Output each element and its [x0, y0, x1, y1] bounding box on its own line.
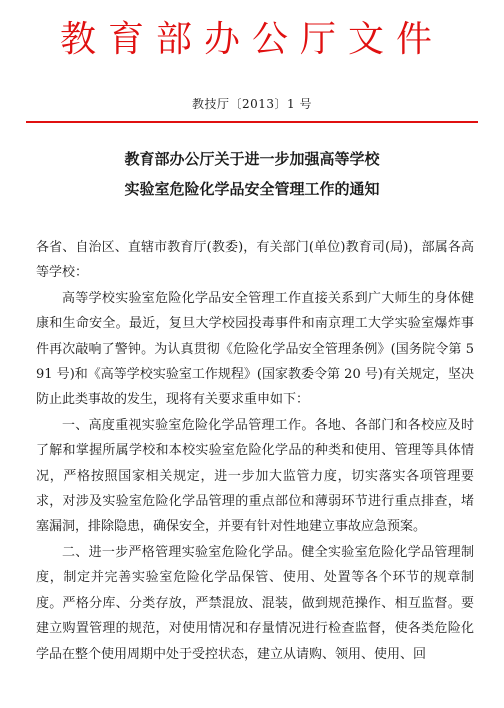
document-title-line-1: 教育部办公厅关于进一步加强高等学校	[124, 150, 380, 168]
body-paragraph-item-2: 二、进一步严格管理实验室危险化学品。健全实验室危险化学品管理制度，制定并完善实验室危险化学品保管、使用、处置等各个环节的规章制度。严格分库、分类存放，严禁混放、混装，做到规范操作、相互监督。要建立购置管理的规范，对使用情况和存量情况进行检查监督，使各类危险化学品在整个使用周期中处于受控状态，建立从请购、领用、使用、回	[36, 544, 474, 662]
body-paragraph-intro: 高等学校实验室危险化学品安全管理工作直接关系到广大师生的身体健康和生命安全。最近，复旦大学校园投毒事件和南京理工大学实验室爆炸事件再次敲响了警钟。为认真贯彻《危险化学品安全管理条例》(国务院令第 591 号)和《高等学校实验室工作规程》(国家教委令第 20 号)有关规定，坚决防止此类事故的发生，现将有关要求重申如下：	[36, 290, 474, 408]
document-body	[36, 235, 474, 667]
document-number: 教技厅〔2013〕1 号	[192, 97, 312, 111]
salutation: 各省、自治区、直辖市教育厅(教委)，有关部门(单位)教育司(局)，部属各高等学校：	[36, 240, 474, 281]
document-title	[0, 144, 504, 204]
body-paragraph-item-1: 一、高度重视实验室危险化学品管理工作。各地、各部门和各校应及时了解和掌握所属学校和本校实验室危险化学品的种类和使用、管理等具体情况，严格按照国家相关规定，进一步加大监管力度，切实落实各项管理要求，对涉及实验室危险化学品管理的重点部位和薄弱环节进行重点排查，堵塞漏洞，排除隐患，确保安全，并要有针对性地建立事故应急预案。	[36, 417, 474, 535]
issuing-office-title: 教育部办公厅文件	[59, 19, 444, 60]
document-title-line-2: 实验室危险化学品安全管理工作的通知	[124, 180, 380, 198]
red-divider-line	[26, 121, 478, 123]
